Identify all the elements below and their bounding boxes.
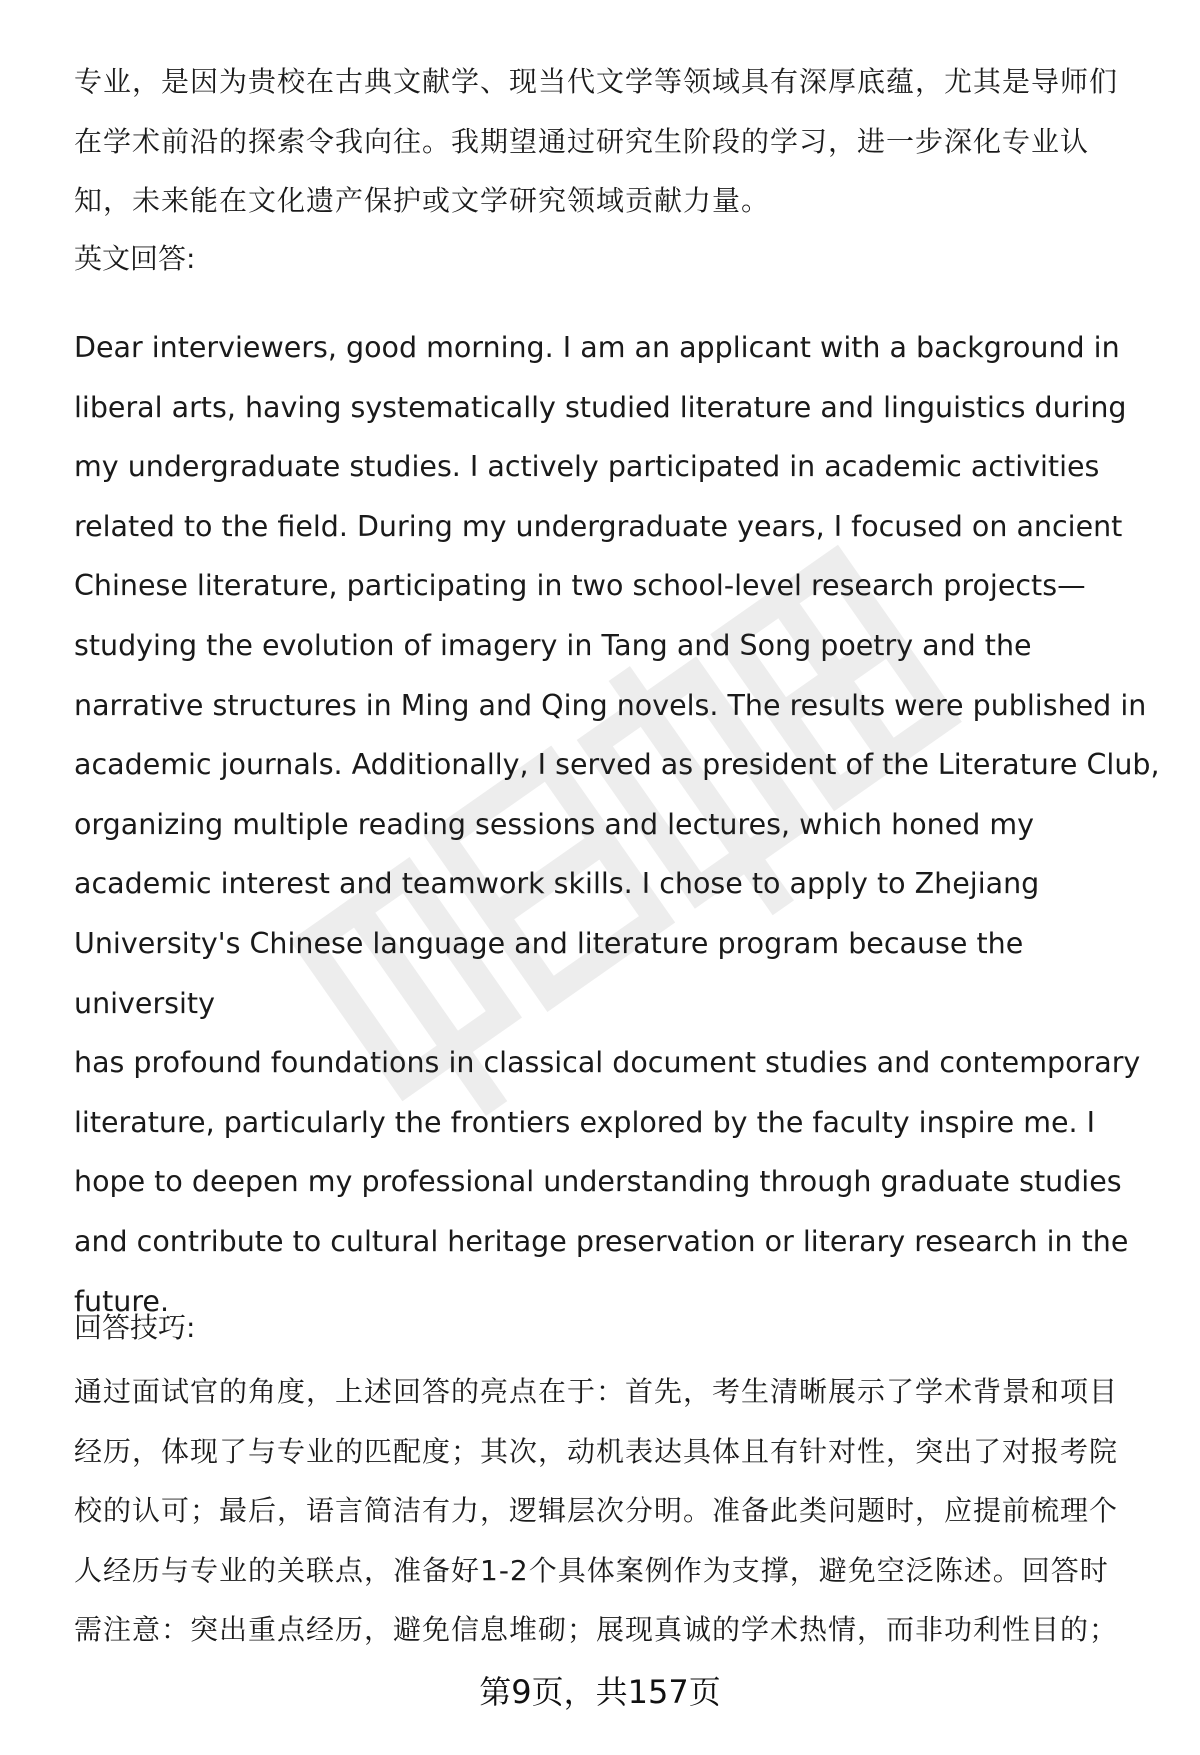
answer-tips-paragraph: 通过面试官的角度，上述回答的亮点在于：首先，考生清晰展示了学术背景和项目 经历，体现了与专业的匹配度；其次，动机表达具体且有针对性，突出了对报考院 校的认可；最后，语言简洁有力，逻辑层次分明。准备此类问题时，应提前梳理个 人经历与专业的关联点，准备好1-2个具体案例作为支撑，避免空泛陈述。回答时 需注意：突出重点经历，避免信息堆砌；展现真诚的学术热情，而非功利性目的； <box>74 1375 1119 1647</box>
answer-tips-heading: 回答技巧: <box>74 1311 196 1344</box>
english-answer-paragraph: Dear interviewers, good morning. I am an applicant with a background in liberal arts, having systematically studied literature and linguistics during my undergraduate studies. I actively participated in academic activities related to the field. During my undergraduate years, I focused on ancient Chinese literature, participating in two school-level research projects— studying the evolution of imagery in Tang and Song poetry and the narrative structures in Ming and Qing novels. The results were published in academic journals. Additionally, I served as president of the Literature Club, organizing multiple reading sessions and lectures, which honed my academic interest and teamwork skills. I chose to apply to Zhejiang University's Chinese language and literature program because the university has profound foundations in classical document studies and contemporary literature, particularly the frontiers explored by the faculty inspire me. I hope to deepen my professional understanding through graduate studies and contribute to cultural heritage preservation or literary research in the future. <box>74 331 1160 1318</box>
page-number-footer: 第9页，共157页 <box>479 1673 721 1711</box>
intro-paragraph-chinese: 专业，是因为贵校在古典文献学、现当代文学等领域具有深厚底蕴，尤其是导师们 在学术前沿的探索令我向往。我期望通过研究生阶段的学习，进一步深化专业认 知，未来能在文化遗产保护或文学研究领域贡献力量。 <box>74 65 1119 218</box>
english-answer-heading: 英文回答: <box>74 242 196 275</box>
